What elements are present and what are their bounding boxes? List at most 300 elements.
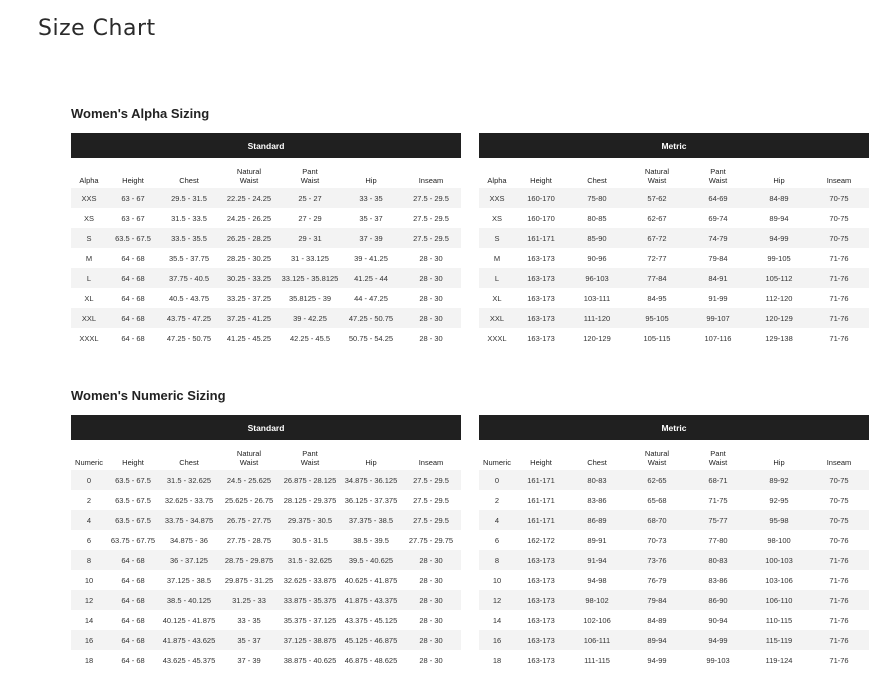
table-row bbox=[71, 550, 461, 570]
table-cell: 28 - 30 bbox=[419, 595, 443, 605]
table-cell: 12 bbox=[84, 595, 94, 605]
table-cell: 43.75 - 47.25 bbox=[166, 313, 212, 323]
column-header: Hip bbox=[773, 176, 785, 185]
table-cell: 85-90 bbox=[587, 233, 607, 243]
table-row bbox=[71, 288, 461, 308]
table-cell: 28 - 30 bbox=[419, 293, 443, 303]
table-cell: 4 bbox=[494, 515, 500, 525]
table-cell: 10 bbox=[492, 575, 502, 585]
table-cell: 94-99 bbox=[647, 655, 667, 665]
table-cell: 14 bbox=[492, 615, 502, 625]
table-cell: 89-92 bbox=[769, 475, 789, 485]
table-cell: 26.75 - 27.75 bbox=[226, 515, 272, 525]
table-cell: 22.25 - 24.25 bbox=[226, 193, 272, 203]
table-cell: 28.25 - 30.25 bbox=[226, 253, 272, 263]
table-cell: 18 bbox=[492, 655, 502, 665]
table-cell: S bbox=[86, 233, 92, 243]
table-cell: 10 bbox=[84, 575, 94, 585]
table-cell: 89-94 bbox=[769, 213, 789, 223]
table-cell: 43.375 - 45.125 bbox=[344, 615, 398, 625]
table-cell: 30.25 - 33.25 bbox=[226, 273, 272, 283]
table-cell: 38.5 - 40.125 bbox=[166, 595, 212, 605]
table-cell: 90-94 bbox=[708, 615, 728, 625]
table-cell: 28 - 30 bbox=[419, 555, 443, 565]
table-cell: 94-98 bbox=[587, 575, 607, 585]
table-cell: 99-103 bbox=[706, 655, 730, 665]
table-cell: 2 bbox=[494, 495, 500, 505]
column-header: Hip bbox=[365, 176, 377, 185]
table-cell: 71-76 bbox=[829, 333, 849, 343]
table-cell: 50.75 - 54.25 bbox=[348, 333, 394, 343]
table-cell: 76-79 bbox=[647, 575, 667, 585]
table-cell: 41.875 - 43.375 bbox=[344, 595, 398, 605]
table-cell: 31.25 - 33 bbox=[232, 595, 266, 605]
table-cell: 33.125 - 35.8125 bbox=[281, 273, 339, 283]
table-cell: XXL bbox=[489, 313, 505, 323]
column-header: Alpha bbox=[79, 176, 99, 185]
table-row bbox=[71, 530, 461, 550]
table-cell: 102-106 bbox=[583, 615, 611, 625]
table-row bbox=[479, 228, 869, 248]
table-cell: 89-94 bbox=[647, 635, 667, 645]
table-cell: 70-75 bbox=[829, 213, 849, 223]
column-header: Numeric bbox=[75, 458, 103, 467]
table-cell: 96-103 bbox=[585, 273, 609, 283]
table-cell: 28 - 30 bbox=[419, 253, 443, 263]
table-cell: 18 bbox=[84, 655, 94, 665]
table-cell: 70-75 bbox=[829, 495, 849, 505]
table-cell: 33.875 - 35.375 bbox=[283, 595, 337, 605]
table-cell: 46.875 - 48.625 bbox=[344, 655, 398, 665]
table-cell: 90-96 bbox=[587, 253, 607, 263]
table-cell: 34.875 - 36 bbox=[170, 535, 208, 545]
table-row bbox=[479, 630, 869, 650]
table-cell: 129-138 bbox=[765, 333, 793, 343]
table-row bbox=[479, 308, 869, 328]
table-cell: 26.25 - 28.25 bbox=[226, 233, 272, 243]
table-heading: Standard bbox=[71, 415, 461, 440]
table-cell: 160-170 bbox=[527, 193, 555, 203]
table-heading: Metric bbox=[479, 133, 869, 158]
table-cell: 86-89 bbox=[587, 515, 607, 525]
column-header: Height bbox=[122, 176, 144, 185]
table-cell: 63.5 - 67.5 bbox=[115, 515, 151, 525]
table-cell: 80-83 bbox=[587, 475, 607, 485]
table-cell: 63.5 - 67.5 bbox=[115, 475, 151, 485]
table-cell: 26.875 - 28.125 bbox=[283, 475, 337, 485]
table-row bbox=[479, 470, 869, 490]
table-cell: XS bbox=[491, 213, 502, 223]
table-cell: 64-69 bbox=[708, 193, 728, 203]
table-cell: 16 bbox=[84, 635, 94, 645]
table-cell: 64 - 68 bbox=[121, 253, 145, 263]
table-cell: 28.75 - 29.875 bbox=[224, 555, 274, 565]
table-cell: 28 - 30 bbox=[419, 273, 443, 283]
table-cell: 71-76 bbox=[829, 575, 849, 585]
table-cell: 95-98 bbox=[769, 515, 789, 525]
table-cell: 8 bbox=[494, 555, 500, 565]
table-row bbox=[479, 610, 869, 630]
table-cell: 4 bbox=[86, 515, 92, 525]
column-header: Numeric bbox=[483, 458, 511, 467]
table-cell: 38.5 - 39.5 bbox=[353, 535, 389, 545]
table-cell: 163-173 bbox=[527, 655, 555, 665]
column-header: Height bbox=[122, 458, 144, 467]
table-cell: 163-173 bbox=[527, 333, 555, 343]
table-cell: 86-90 bbox=[708, 595, 728, 605]
column-header: Hip bbox=[365, 458, 377, 467]
table-cell: 100-103 bbox=[765, 555, 793, 565]
table-cell: 27.5 - 29.5 bbox=[413, 193, 449, 203]
table-row bbox=[71, 328, 461, 348]
table-cell: 37 - 39 bbox=[359, 233, 383, 243]
table-cell: 33.75 - 34.875 bbox=[164, 515, 214, 525]
table-cell: 37 - 39 bbox=[237, 655, 261, 665]
table-cell: 41.25 - 45.25 bbox=[226, 333, 272, 343]
table-cell: 42.25 - 45.5 bbox=[289, 333, 331, 343]
table-cell: XXXL bbox=[487, 333, 507, 343]
table-cell: 28 - 30 bbox=[419, 655, 443, 665]
table-cell: 71-76 bbox=[829, 615, 849, 625]
table-cell: 33 - 35 bbox=[359, 193, 383, 203]
table-cell: 72-77 bbox=[647, 253, 667, 263]
table-cell: 64 - 68 bbox=[121, 333, 145, 343]
column-header: Chest bbox=[179, 176, 199, 185]
table-cell: 28 - 30 bbox=[419, 313, 443, 323]
column-header: Natural Waist bbox=[644, 449, 670, 467]
numeric-standard-table bbox=[71, 415, 461, 670]
table-cell: 79-84 bbox=[708, 253, 728, 263]
table-cell: 77-84 bbox=[647, 273, 667, 283]
table-cell: 162-172 bbox=[527, 535, 555, 545]
table-row bbox=[71, 650, 461, 670]
table-cell: 0 bbox=[86, 475, 92, 485]
page-title: Size Chart bbox=[38, 16, 156, 41]
table-cell: 27.5 - 29.5 bbox=[413, 233, 449, 243]
column-header: Natural Waist bbox=[236, 167, 262, 185]
table-cell: 37.25 - 41.25 bbox=[226, 313, 272, 323]
table-cell: 33 - 35 bbox=[237, 615, 261, 625]
table-cell: 71-76 bbox=[829, 595, 849, 605]
table-cell: 31.5 - 32.625 bbox=[166, 475, 212, 485]
table-cell: 105-115 bbox=[643, 333, 671, 343]
table-cell: 99-105 bbox=[767, 253, 791, 263]
table-cell: 28 - 30 bbox=[419, 575, 443, 585]
table-cell: 73-76 bbox=[647, 555, 667, 565]
table-cell: 40.125 - 41.875 bbox=[162, 615, 216, 625]
column-header: Pant Waist bbox=[300, 167, 320, 185]
table-cell: 27.5 - 29.5 bbox=[413, 213, 449, 223]
table-cell: 28.125 - 29.375 bbox=[283, 495, 337, 505]
table-cell: M bbox=[85, 253, 93, 263]
table-cell: 83-86 bbox=[587, 495, 607, 505]
table-cell: 40.625 - 41.875 bbox=[344, 575, 398, 585]
table-cell: 65-68 bbox=[647, 495, 667, 505]
table-cell: 160-170 bbox=[527, 213, 555, 223]
table-cell: 99-107 bbox=[706, 313, 730, 323]
table-cell: 107-116 bbox=[704, 333, 732, 343]
table-cell: 34.875 - 36.125 bbox=[344, 475, 398, 485]
table-cell: XXXL bbox=[79, 333, 99, 343]
numeric-section-title: Women's Numeric Sizing bbox=[71, 388, 226, 403]
table-row bbox=[71, 208, 461, 228]
column-header: Natural Waist bbox=[236, 449, 262, 467]
column-headers bbox=[479, 158, 869, 188]
table-cell: 64 - 68 bbox=[121, 635, 145, 645]
table-cell: 57-62 bbox=[647, 193, 667, 203]
alpha-section-title: Women's Alpha Sizing bbox=[71, 106, 210, 121]
table-cell: 29.375 - 30.5 bbox=[287, 515, 333, 525]
table-cell: 28 - 30 bbox=[419, 333, 443, 343]
table-cell: 64 - 68 bbox=[121, 313, 145, 323]
table-cell: 28 - 30 bbox=[419, 615, 443, 625]
table-cell: 163-173 bbox=[527, 273, 555, 283]
table-cell: 68-71 bbox=[708, 475, 728, 485]
column-header: Chest bbox=[587, 458, 607, 467]
table-row bbox=[479, 208, 869, 228]
table-cell: 39.5 - 40.625 bbox=[348, 555, 394, 565]
table-cell: 119-124 bbox=[765, 655, 793, 665]
table-cell: 64 - 68 bbox=[121, 575, 145, 585]
table-cell: 79-84 bbox=[647, 595, 667, 605]
table-cell: 64 - 68 bbox=[121, 273, 145, 283]
table-cell: 120-129 bbox=[765, 313, 793, 323]
table-cell: XXS bbox=[81, 193, 97, 203]
table-cell: 0 bbox=[494, 475, 500, 485]
table-cell: 120-129 bbox=[583, 333, 611, 343]
column-header: Natural Waist bbox=[644, 167, 670, 185]
table-row bbox=[479, 570, 869, 590]
table-row bbox=[479, 248, 869, 268]
column-header: Chest bbox=[179, 458, 199, 467]
table-cell: M bbox=[493, 253, 501, 263]
table-cell: 163-173 bbox=[527, 595, 555, 605]
table-row bbox=[71, 470, 461, 490]
table-row bbox=[479, 590, 869, 610]
table-row bbox=[71, 570, 461, 590]
table-row bbox=[71, 630, 461, 650]
table-cell: 84-89 bbox=[647, 615, 667, 625]
table-cell: 64 - 68 bbox=[121, 655, 145, 665]
table-row bbox=[71, 510, 461, 530]
table-cell: 35.8125 - 39 bbox=[288, 293, 332, 303]
table-cell: 62-65 bbox=[647, 475, 667, 485]
table-cell: 115-119 bbox=[765, 635, 793, 645]
table-cell: 161-171 bbox=[527, 495, 555, 505]
table-cell: 70-75 bbox=[829, 475, 849, 485]
column-header: Hip bbox=[773, 458, 785, 467]
table-cell: 32.625 - 33.75 bbox=[164, 495, 214, 505]
table-cell: 103-111 bbox=[583, 293, 611, 303]
table-cell: 38.875 - 40.625 bbox=[283, 655, 337, 665]
table-row bbox=[479, 530, 869, 550]
table-cell: 84-91 bbox=[708, 273, 728, 283]
table-cell: 30.5 - 31.5 bbox=[292, 535, 328, 545]
table-cell: 84-95 bbox=[647, 293, 667, 303]
table-cell: 71-76 bbox=[829, 273, 849, 283]
table-cell: 70-75 bbox=[829, 193, 849, 203]
table-cell: 31 - 33.125 bbox=[291, 253, 329, 263]
table-row bbox=[71, 490, 461, 510]
table-cell: 25.625 - 26.75 bbox=[224, 495, 274, 505]
table-row bbox=[71, 610, 461, 630]
table-cell: 37.375 - 38.5 bbox=[348, 515, 394, 525]
table-cell: 39 - 42.25 bbox=[293, 313, 327, 323]
table-cell: 6 bbox=[86, 535, 92, 545]
table-cell: 24.5 - 25.625 bbox=[226, 475, 272, 485]
table-cell: 161-171 bbox=[527, 515, 555, 525]
table-cell: 70-76 bbox=[829, 535, 849, 545]
table-cell: 16 bbox=[492, 635, 502, 645]
table-cell: 29.875 - 31.25 bbox=[224, 575, 274, 585]
table-cell: 37.75 - 40.5 bbox=[168, 273, 210, 283]
table-cell: 94-99 bbox=[708, 635, 728, 645]
table-cell: 80-83 bbox=[708, 555, 728, 565]
table-cell: 64 - 68 bbox=[121, 615, 145, 625]
table-cell: 8 bbox=[86, 555, 92, 565]
table-cell: 111-115 bbox=[584, 655, 610, 665]
table-cell: XS bbox=[83, 213, 94, 223]
table-cell: 163-173 bbox=[527, 575, 555, 585]
table-cell: 67-72 bbox=[647, 233, 667, 243]
table-cell: 106-110 bbox=[765, 595, 793, 605]
table-row bbox=[479, 510, 869, 530]
table-cell: 40.5 - 43.75 bbox=[168, 293, 210, 303]
table-cell: XXL bbox=[81, 313, 97, 323]
table-cell: 161-171 bbox=[527, 475, 555, 485]
table-cell: XL bbox=[84, 293, 94, 303]
table-cell: 27.5 - 29.5 bbox=[413, 515, 449, 525]
column-headers bbox=[479, 440, 869, 470]
table-cell: 62-67 bbox=[647, 213, 667, 223]
table-cell: 35.375 - 37.125 bbox=[283, 615, 337, 625]
table-cell: 27 - 29 bbox=[298, 213, 322, 223]
alpha-standard-table bbox=[71, 133, 461, 348]
table-cell: 91-99 bbox=[708, 293, 728, 303]
table-cell: 39 - 41.25 bbox=[354, 253, 388, 263]
alpha-metric-table bbox=[479, 133, 869, 348]
table-cell: 112-120 bbox=[765, 293, 793, 303]
table-cell: 64 - 68 bbox=[121, 595, 145, 605]
table-cell: 27.5 - 29.5 bbox=[413, 495, 449, 505]
table-row bbox=[71, 268, 461, 288]
table-cell: 27.5 - 29.5 bbox=[413, 475, 449, 485]
table-cell: 106-111 bbox=[583, 635, 611, 645]
table-cell: 41.25 - 44 bbox=[354, 273, 388, 283]
table-cell: S bbox=[494, 233, 500, 243]
column-header: Chest bbox=[587, 176, 607, 185]
table-cell: 63.5 - 67.5 bbox=[115, 495, 151, 505]
table-cell: 45.125 - 46.875 bbox=[344, 635, 398, 645]
table-cell: 84-89 bbox=[769, 193, 789, 203]
table-row bbox=[479, 650, 869, 670]
table-cell: 91-94 bbox=[587, 555, 607, 565]
table-cell: L bbox=[494, 273, 500, 283]
column-header: Alpha bbox=[487, 176, 507, 185]
column-header: Height bbox=[530, 176, 552, 185]
table-cell: 35.5 - 37.75 bbox=[168, 253, 210, 263]
table-cell: 47.25 - 50.75 bbox=[166, 333, 212, 343]
table-cell: 75-77 bbox=[708, 515, 728, 525]
table-cell: 36.125 - 37.375 bbox=[344, 495, 398, 505]
table-cell: 63 - 67 bbox=[121, 213, 145, 223]
table-cell: 63 - 67 bbox=[121, 193, 145, 203]
table-cell: 35 - 37 bbox=[359, 213, 383, 223]
table-row bbox=[71, 248, 461, 268]
table-cell: 70-75 bbox=[829, 515, 849, 525]
table-cell: 89-91 bbox=[587, 535, 607, 545]
table-cell: 37.125 - 38.5 bbox=[166, 575, 212, 585]
table-cell: 94-99 bbox=[769, 233, 789, 243]
table-cell: 163-173 bbox=[527, 253, 555, 263]
table-cell: 36 - 37.125 bbox=[170, 555, 208, 565]
table-cell: 74-79 bbox=[708, 233, 728, 243]
column-header: Inseam bbox=[826, 458, 852, 467]
table-cell: 41.875 - 43.625 bbox=[162, 635, 216, 645]
table-cell: 43.625 - 45.375 bbox=[162, 655, 216, 665]
table-cell: 64 - 68 bbox=[121, 555, 145, 565]
table-cell: 27.75 - 29.75 bbox=[408, 535, 454, 545]
column-header: Pant Waist bbox=[300, 449, 320, 467]
table-cell: 75-80 bbox=[587, 193, 607, 203]
table-cell: 163-173 bbox=[527, 293, 555, 303]
table-cell: 163-173 bbox=[527, 555, 555, 565]
column-header: Height bbox=[530, 458, 552, 467]
table-row bbox=[479, 490, 869, 510]
table-cell: 70-73 bbox=[647, 535, 667, 545]
table-cell: 63.75 - 67.75 bbox=[110, 535, 156, 545]
table-cell: 31.5 - 32.625 bbox=[287, 555, 333, 565]
table-cell: 71-76 bbox=[829, 293, 849, 303]
table-row bbox=[71, 308, 461, 328]
table-cell: 80-85 bbox=[587, 213, 607, 223]
table-cell: 33.5 - 35.5 bbox=[171, 233, 207, 243]
table-cell: 103-106 bbox=[765, 575, 793, 585]
table-row bbox=[479, 328, 869, 348]
table-cell: 98-102 bbox=[585, 595, 609, 605]
table-cell: XL bbox=[492, 293, 502, 303]
table-cell: XXS bbox=[489, 193, 505, 203]
table-row bbox=[479, 268, 869, 288]
column-header: Pant Waist bbox=[708, 167, 728, 185]
table-cell: 63.5 - 67.5 bbox=[115, 233, 151, 243]
table-cell: 37.125 - 38.875 bbox=[283, 635, 337, 645]
column-header: Inseam bbox=[418, 176, 444, 185]
table-cell: 71-76 bbox=[829, 555, 849, 565]
column-headers bbox=[71, 158, 461, 188]
table-row bbox=[71, 590, 461, 610]
table-cell: 68-70 bbox=[647, 515, 667, 525]
table-cell: 163-173 bbox=[527, 615, 555, 625]
table-cell: 71-76 bbox=[829, 313, 849, 323]
table-cell: 163-173 bbox=[527, 635, 555, 645]
table-cell: 31.5 - 33.5 bbox=[171, 213, 207, 223]
table-cell: 71-75 bbox=[708, 495, 728, 505]
table-cell: 77-80 bbox=[708, 535, 728, 545]
table-cell: 29.5 - 31.5 bbox=[171, 193, 207, 203]
table-cell: 44 - 47.25 bbox=[354, 293, 388, 303]
numeric-metric-table bbox=[479, 415, 869, 670]
table-cell: 14 bbox=[84, 615, 94, 625]
table-cell: 32.625 - 33.875 bbox=[283, 575, 337, 585]
table-cell: 2 bbox=[86, 495, 92, 505]
column-headers bbox=[71, 440, 461, 470]
table-cell: 71-76 bbox=[829, 655, 849, 665]
table-cell: 47.25 - 50.75 bbox=[348, 313, 394, 323]
table-cell: 29 - 31 bbox=[298, 233, 322, 243]
table-cell: 163-173 bbox=[527, 313, 555, 323]
table-cell: 161-171 bbox=[527, 233, 555, 243]
